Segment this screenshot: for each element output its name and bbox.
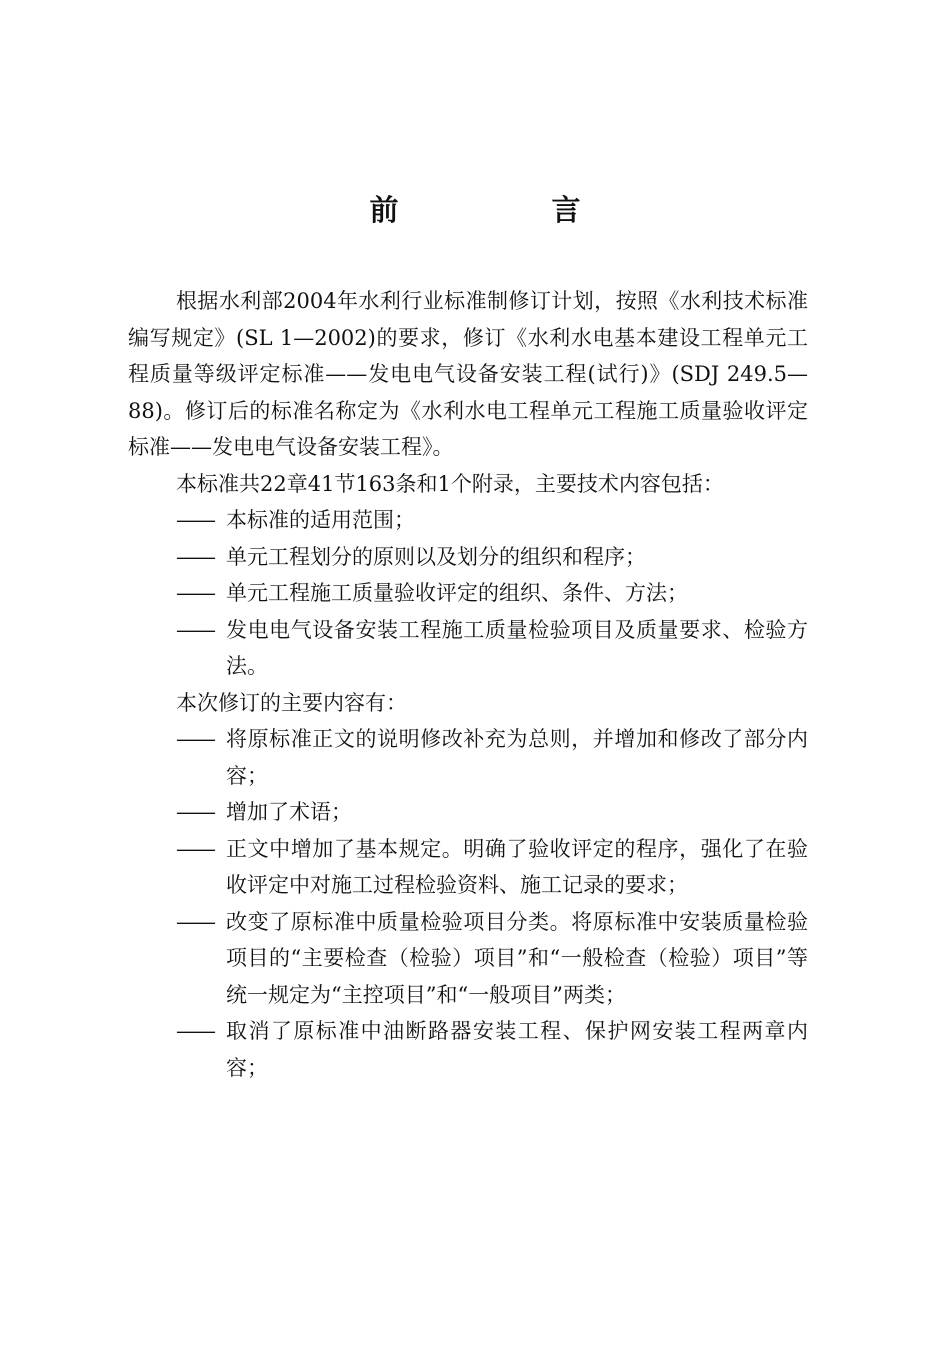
- body-text: [128, 283, 808, 1086]
- list-item: [128, 721, 808, 794]
- list-item-text: 本标准的适用范围；: [226, 508, 415, 532]
- dash-marker: ——: [176, 836, 214, 861]
- dash-marker: ——: [176, 581, 214, 605]
- list-item: [128, 575, 808, 612]
- dash-marker: ——: [176, 909, 214, 934]
- revision-heading: 本次修订的主要内容有：: [176, 690, 407, 715]
- content-list: [128, 502, 808, 685]
- list-item-text: 正文中增加了基本规定。明确了验收评定的程序，强化了在验收评定中对施工过程检验资料、施工记录的要求；: [226, 836, 808, 897]
- dash-marker: ——: [176, 508, 214, 532]
- list-item: [128, 794, 808, 831]
- dash-marker: ——: [176, 727, 214, 751]
- dash-marker: ——: [176, 800, 214, 824]
- list-item-text: 改变了原标准中质量检验项目分类。将原标准中安装质量检验项目的“主要检查（检验）项目”和“一般检查（检验）项目”等统一规定为“主控项目”和“一般项目”两类；: [226, 909, 808, 1007]
- dash-marker: ——: [176, 617, 214, 642]
- dash-marker: ——: [176, 544, 214, 569]
- list-item-text: 取消了原标准中油断路器安装工程、保护网安装工程两章内容；: [226, 1019, 808, 1080]
- page-title: 前 言: [369, 193, 643, 227]
- list-item: [128, 539, 808, 576]
- list-item-text: 将原标准正文的说明修改补充为总则，并增加和修改了部分内容；: [226, 727, 808, 788]
- list-item-text: 增加了术语；: [226, 800, 352, 824]
- list-item-text: 单元工程施工质量验收评定的组织、条件、方法；: [226, 581, 688, 605]
- list-item-text: 发电电气设备安装工程施工质量检验项目及质量要求、检验方法。: [226, 617, 808, 678]
- list-item: [128, 502, 808, 539]
- list-item: [128, 831, 808, 904]
- list-item: [128, 904, 808, 1014]
- revision-list: [128, 721, 808, 1086]
- list-item: [128, 1013, 808, 1086]
- list-item-text: 单元工程划分的原则以及划分的组织和程序；: [226, 544, 646, 569]
- dash-marker: ——: [176, 1019, 214, 1043]
- content-paragraph: 本标准共22章41节163条和1个附录，主要技术内容包括：: [176, 471, 724, 496]
- intro-paragraph: 根据水利部2004年水利行业标准制修订计划，按照《水利技术标准编写规定》(SL 1—2002)的要求，修订《水利水电基本建设工程单元工程质量等级评定标准——发电电气设备安装工程(试行)》(SDJ 249.5—88)。修订后的标准名称定为《水利水电工程单元工程施工质量验收评定标准——发电电气设备安装工程》。: [128, 289, 808, 459]
- list-item: [128, 612, 808, 685]
